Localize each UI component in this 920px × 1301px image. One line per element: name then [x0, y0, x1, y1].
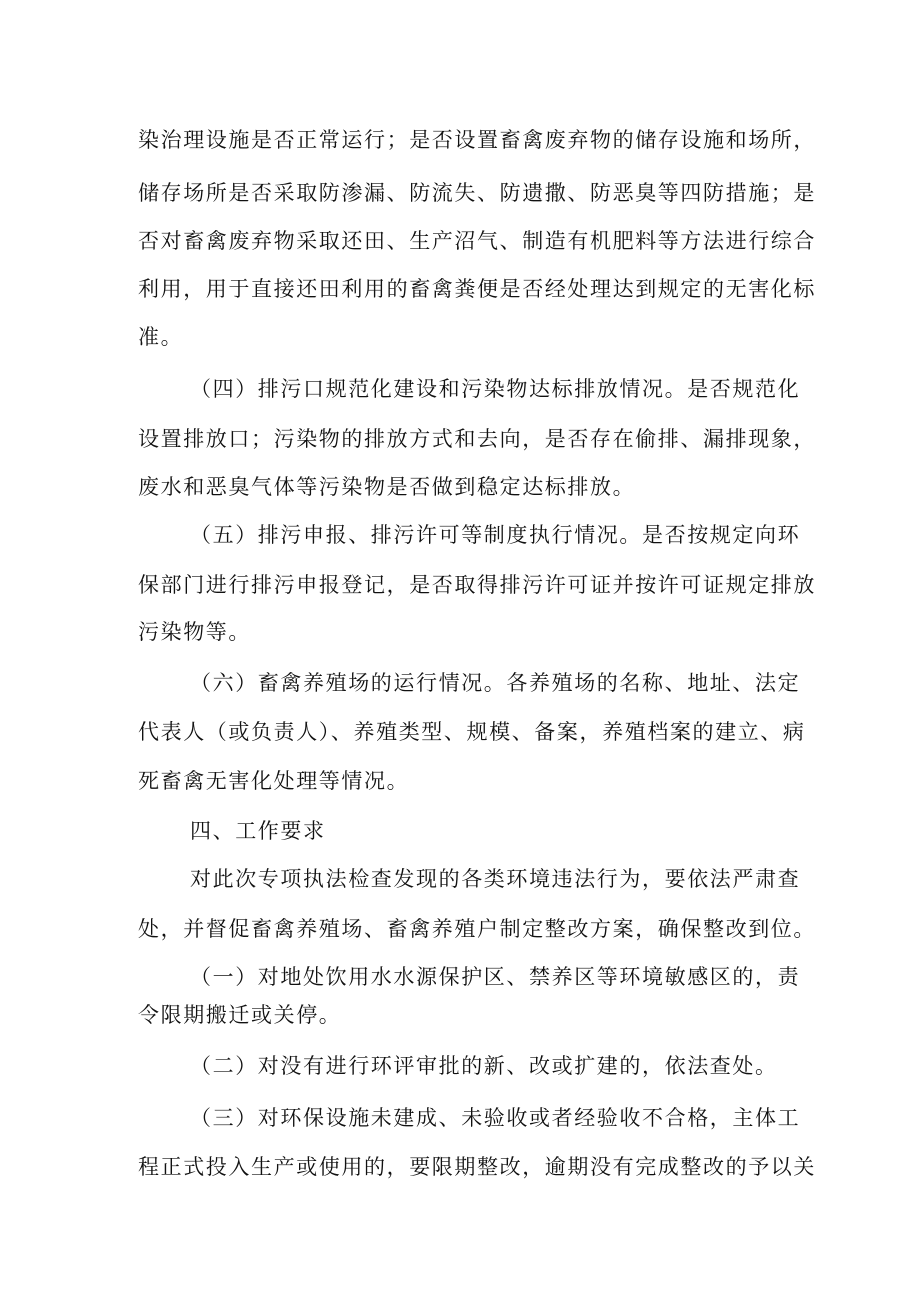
text-line: 设置排放口；污染物的排放方式和去向，是否存在偷排、漏排现象， [138, 427, 816, 451]
requirement-1-line: （一）对地处饮用水水源保护区、禁养区等环境敏感区的，责 [190, 965, 801, 989]
text-line: 对此次专项执法检查发现的各类环境违法行为，要依法严肃查 [190, 867, 801, 891]
text-line: 准。 [138, 325, 184, 349]
text-line: 废水和恶臭气体等污染物是否做到稳定达标排放。 [138, 475, 636, 499]
text-line: 处，并督促畜禽养殖场、畜禽养殖户制定整改方案，确保整改到位。 [138, 917, 816, 941]
text-line: 染治理设施是否正常运行；是否设置畜禽废弃物的储存设施和场所， [138, 128, 816, 152]
paragraph-4-heading-line: （四）排污口规范化建设和污染物达标排放情况。是否规范化 [190, 377, 801, 401]
requirement-2-line: （二）对没有进行环评审批的新、改或扩建的，依法查处。 [190, 1054, 778, 1078]
text-line: 污染物等。 [138, 620, 251, 644]
requirement-3-line: （三）对环保设施未建成、未验收或者经验收不合格，主体工 [190, 1106, 801, 1130]
text-line: 死畜禽无害化处理等情况。 [138, 769, 410, 793]
text-line: 令限期搬迁或关停。 [138, 1003, 342, 1027]
text-line: 否对畜禽废弃物采取还田、生产沼气、制造有机肥料等方法进行综合 [138, 229, 816, 253]
text-line: 储存场所是否采取防渗漏、防流失、防遗撒、防恶臭等四防措施；是 [138, 181, 816, 205]
text-line: 代表人（或负责人）、养殖类型、规模、备案，养殖档案的建立、病 [138, 720, 806, 744]
paragraph-5-heading-line: （五）排污申报、排污许可等制度执行情况。是否按规定向环 [190, 523, 801, 547]
text-line: 程正式投入生产或使用的，要限期整改，逾期没有完成整改的予以关 [138, 1155, 816, 1179]
text-line: 保部门进行排污申报登记，是否取得排污许可证并按许可证规定排放 [138, 573, 816, 597]
text-line: 利用，用于直接还田利用的畜禽粪便是否经处理达到规定的无害化标 [138, 277, 816, 301]
section-heading: 四、工作要求 [190, 819, 326, 843]
paragraph-6-heading-line: （六）畜禽养殖场的运行情况。各养殖场的名称、地址、法定 [190, 671, 801, 695]
